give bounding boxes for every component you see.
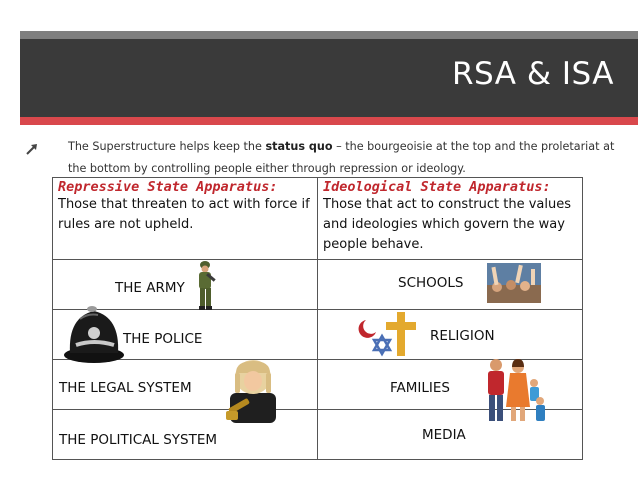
arrow-bullet-icon bbox=[26, 143, 40, 155]
rsa-item-army: THE ARMY bbox=[115, 280, 185, 296]
bullet-text-start: The Superstructure helps keep the bbox=[68, 140, 266, 153]
table-header-row bbox=[53, 178, 583, 260]
bullet-text-bold: status quo bbox=[265, 140, 333, 153]
isa-description: Those that act to construct the values and ideologies which govern the way people behave. bbox=[323, 197, 572, 252]
rsa-cell-army bbox=[53, 260, 318, 310]
bullet-text bbox=[68, 136, 630, 180]
isa-item-families: FAMILIES bbox=[390, 380, 450, 396]
classroom-photo bbox=[487, 263, 541, 303]
religion-symbols-icon bbox=[358, 310, 428, 358]
isa-item-schools: SCHOOLS bbox=[398, 275, 464, 291]
isa-item-religion: RELIGION bbox=[430, 328, 495, 344]
rsa-item-legal: THE LEGAL SYSTEM bbox=[59, 380, 192, 396]
isa-cell-schools bbox=[318, 260, 583, 310]
rsa-heading: Repressive State Apparatus: bbox=[58, 179, 278, 195]
accent-bar bbox=[20, 117, 638, 125]
rsa-header-cell bbox=[53, 178, 318, 260]
bullet-text-end: – the bourgeoisie at the top and the proletariat at the bottom by controlling people either through repression or ideology. bbox=[68, 140, 615, 175]
rsa-description: Those that threaten to act with force if rules are not upheld. bbox=[58, 197, 310, 232]
isa-item-media: MEDIA bbox=[422, 427, 466, 443]
isa-heading: Ideological State Apparatus: bbox=[323, 179, 551, 195]
rsa-item-police: THE POLICE bbox=[123, 331, 203, 347]
isa-header-cell bbox=[318, 178, 583, 260]
table-row bbox=[53, 310, 583, 360]
rsa-item-political: THE POLITICAL SYSTEM bbox=[59, 432, 217, 448]
family-icon bbox=[482, 357, 548, 423]
police-helmet-icon bbox=[62, 303, 126, 365]
judge-icon bbox=[226, 359, 280, 423]
top-divider-line bbox=[20, 31, 638, 39]
soldier-icon bbox=[192, 260, 222, 314]
slide-title: RSA & ISA bbox=[452, 56, 614, 92]
